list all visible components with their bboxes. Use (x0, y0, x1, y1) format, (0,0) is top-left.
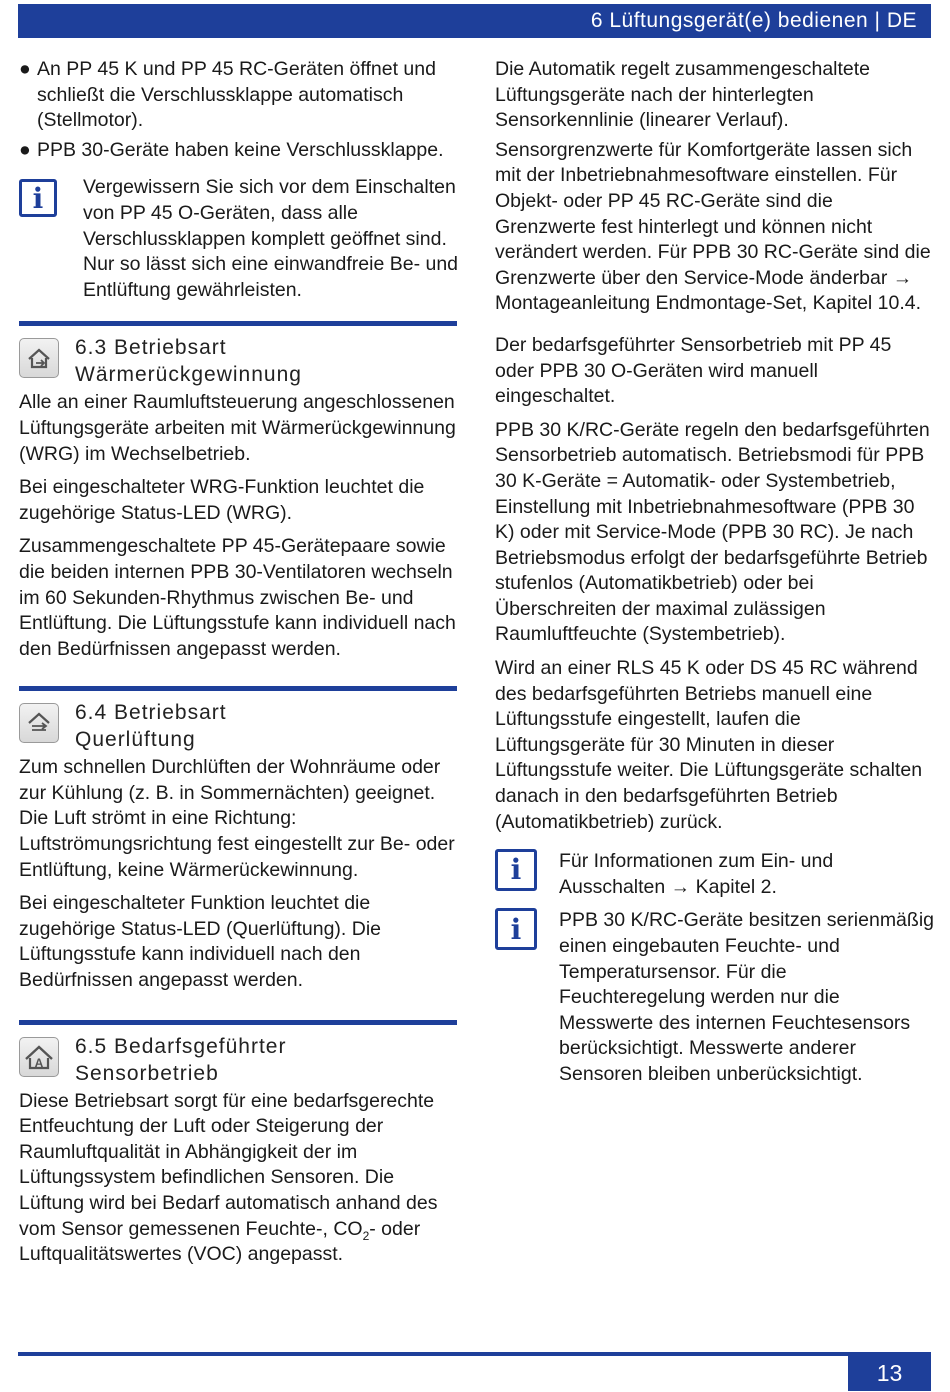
page-number: 13 (848, 1355, 931, 1391)
paragraph: Der bedarfsgeführter Sensorbetrieb mit PP 45 oder PPB 30 O-Geräten wird manuell eingeschaltet. (495, 333, 892, 408)
subscript: 2 (362, 1228, 370, 1243)
paragraph: Zum schnellen Durchlüften der Wohnräume oder zur Kühlung (z. B. in Sommernächten) geeignet. Die Luft strömt in eine Richtung: Luftströmungsrichtung fest eingestellt zur Be- oder Entlüftung, keine Wärmerückewinnung. (19, 756, 455, 881)
info-note (495, 849, 935, 900)
section-title (75, 699, 227, 753)
sensor-mode-icon (19, 1037, 59, 1077)
section-heading (19, 1033, 459, 1087)
right-column (495, 57, 935, 1100)
paragraph: PPB 30 K/RC-Geräte regeln den bedarfsgeführten Sensorbetrieb automatisch. Betriebsmodi für PPB 30 K-Geräte = Automatik- oder Systembetrieb, Einstellung mit Inbetriebnahmesoftware (PPB 30 K) oder mit Service-Mode (PPB 30 RC). Je nach Betriebsmodus erfolgt der bedarfsgeführte Betrieb stufenlos (Automatikbetrieb) oder bei Überschreiten der maximal zulässigen Raumluftfeuchte (Systembetrieb). (495, 418, 930, 646)
heat-recovery-icon (19, 338, 59, 378)
section-heading (19, 699, 459, 753)
section-6-3 (19, 321, 459, 662)
section-title-line: 6.5 Bedarfsgeführter (75, 1034, 287, 1058)
bullet-text: PPB 30-Geräte haben keine Verschlussklappe. (37, 138, 444, 161)
bullet-item (19, 138, 459, 164)
bullet-dot-icon: ● (19, 138, 31, 161)
paragraph: Die Automatik regelt zusammengeschaltete Lüftungsgeräte nach der hinterlegten Sensorkennlinie (linearer Verlauf). (495, 58, 871, 132)
paragraph: Wird an einer RLS 45 K oder DS 45 RC während des bedarfsgeführten Betriebs manuell eine Lüftungsstufe eingestellt, laufen die Lüftungsgeräte für 30 Minuten in dieser Lüftungsstufe weiter. Die Lüftungsgeräte schalten danach in den bedarfsgeführten Betrieb (Automatikbetrieb) zurück. (495, 657, 923, 833)
page-header-title: 6 Lüftungsgerät(e) bedienen | DE (590, 9, 917, 32)
paragraph-text: Diese Betriebsart sorgt für eine bedarfsgerechte Entfeuchtung der Luft oder Steigerung der Raumluftqualität in Abhängigkeit der im Lüftungssystem befindlichen Sensoren. Die Lüftung wird bei Bedarf automatisch anhand des vom Sensor gemessenen Feuchte-, CO (19, 1089, 438, 1240)
paragraph-text: - oder Luftqualitätswertes (VOC) angepasst. (19, 1217, 421, 1266)
paragraph: Sensorgrenzwerte für Komfortgeräte lassen sich mit der Inbetriebnahmesoftware einstellen. Für Objekt- oder PP 45 RC-Geräte sind die Grenzwerte fest hinterlegt und können nicht verändert werden. Für PPB 30 RC-Geräte sind die Grenzwerte über den Service-Mode änderbar → Montageanleitung Endmontage-Set, Kapitel 10.4. (495, 138, 931, 315)
info-note (19, 175, 459, 303)
info-note-text: Vergewissern Sie sich vor dem Einschalten von PP 45 O-Geräten, dass alle Verschlussklappen komplett geöffnet sind. Nur so lässt sich eine einwandfreie Be- und Entlüftung gewährleisten. (83, 176, 459, 301)
section-title-line: 6.4 Betriebsart (75, 701, 227, 725)
paragraph: Bei eingeschalteter WRG-Funktion leuchtet die zugehörige Status-LED (WRG). (19, 476, 425, 524)
section-title (75, 334, 302, 388)
section-title-line: Sensorbetrieb (75, 1061, 219, 1085)
bullet-text: An PP 45 K und PP 45 RC-Geräten öffnet und schließt die Verschlussklappe automatisch (Stellmotor). (37, 58, 436, 132)
header-bar (18, 4, 931, 38)
info-icon: i (495, 908, 537, 950)
footer-rule (18, 1352, 931, 1356)
section-title-line: 6.3 Betriebsart (75, 336, 227, 360)
info-note (495, 908, 935, 1087)
section-divider (19, 686, 457, 691)
section-divider (19, 1020, 457, 1025)
section-title-line: Wärmerückgewinnung (75, 363, 302, 387)
section-6-5 (19, 1020, 459, 1268)
section-title-line: Querlüftung (75, 728, 196, 752)
info-note-text: Für Informationen zum Ein- und Ausschalten → Kapitel 2. (559, 850, 834, 898)
paragraph: Zusammengeschaltete PP 45-Gerätepaare sowie die beiden internen PPB 30-Ventilatoren wechseln im 60 Sekunden-Rhythmus zwischen Be- und Entlüftung. Die Lüftungsstufe kann individuell nach den Bedürfnissen angepasst werden. (19, 535, 456, 660)
info-note-text: PPB 30 K/RC-Geräte besitzen serienmäßig einen eingebauten Feuchte- und Temperatursensor. Für die Feuchteregelung werden nur die Messwerte des internen Feuchtesensors berücksichtigt. Messwerte anderer Sensoren bleiben unberücksichtigt. (559, 909, 934, 1085)
left-column (19, 57, 459, 1276)
section-divider (19, 321, 457, 326)
bullet-dot-icon: ● (19, 58, 31, 80)
bullet-item (19, 57, 459, 134)
section-6-4 (19, 686, 459, 993)
paragraph: Alle an einer Raumluftsteuerung angeschlossenen Lüftungsgeräte arbeiten mit Wärmerückgewinnung (WRG) im Wechselbetrieb. (19, 391, 456, 465)
paragraph: Bei eingeschalteter Funktion leuchtet die zugehörige Status-LED (Querlüftung). Die Lüftungsstufe kann individuell nach den Bedürfnissen angepasst werden. (19, 892, 382, 992)
paragraph (19, 1089, 459, 1268)
section-heading (19, 334, 459, 388)
section-title (75, 1033, 286, 1087)
sensor-icon-letter: A (34, 1055, 44, 1070)
info-icon: i (19, 179, 57, 217)
cross-ventilation-icon (19, 703, 59, 743)
info-icon: i (495, 849, 537, 891)
